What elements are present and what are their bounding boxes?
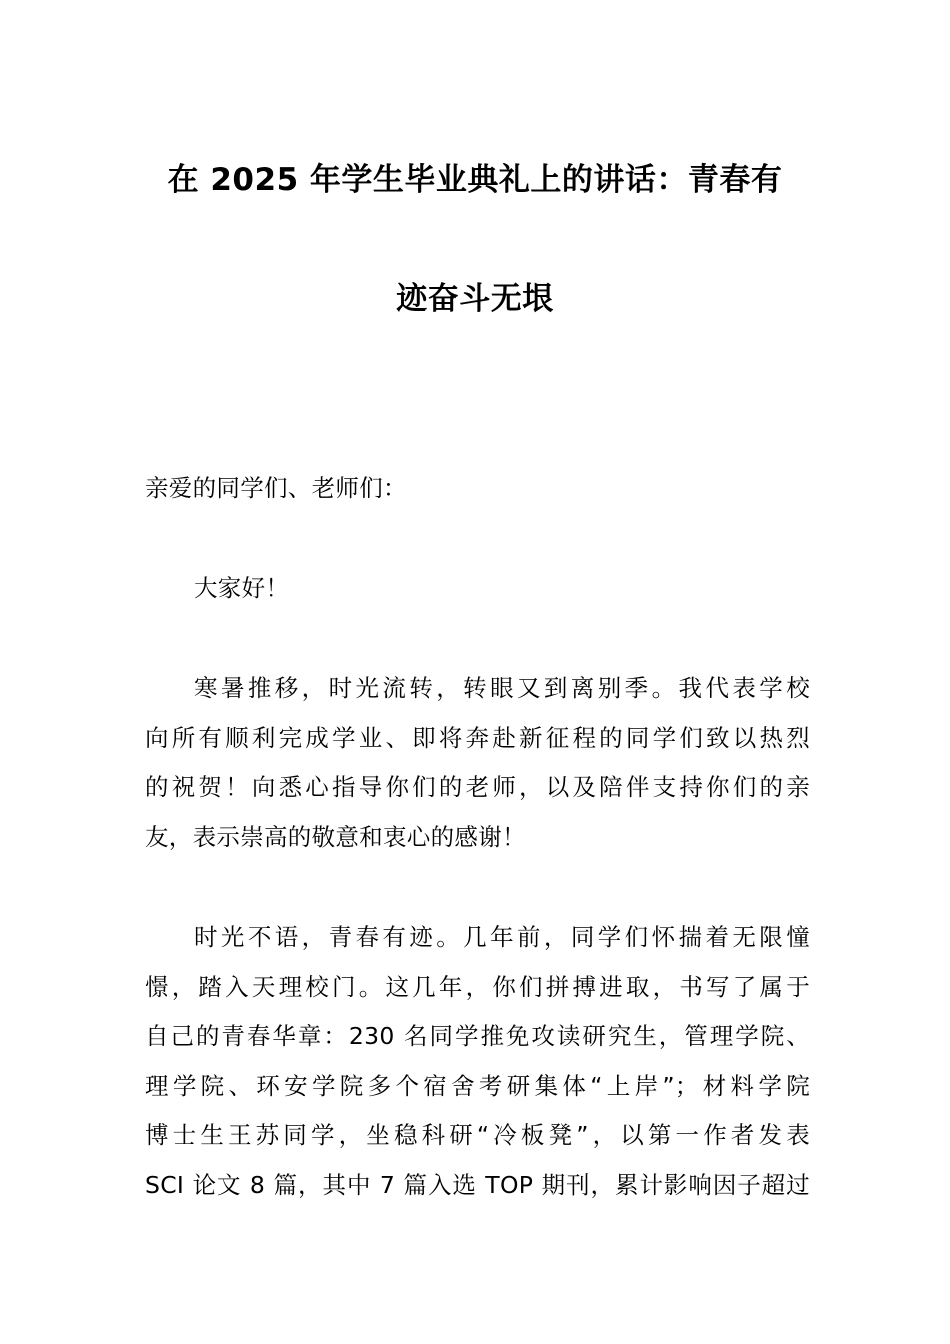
- greeting-hello-text: 大家好！: [194, 574, 290, 602]
- paragraph-2-line: 憬，踏入天理校门。这几年，你们拼搏进取，书写了属于: [145, 972, 810, 1001]
- paragraph-1-line: 的祝贺！向悉心指导你们的老师，以及陪伴支持你们的亲: [145, 773, 810, 801]
- salutation: [145, 464, 810, 514]
- salutation-text: 亲爱的同学们、老师们：: [145, 474, 407, 502]
- paragraph-1-line: 寒暑推移，时光流转，转眼又到离别季。我代表学校: [194, 674, 810, 702]
- paragraph-1-line: 向所有顺利完成学业、即将奔赴新征程的同学们致以热烈: [145, 723, 810, 752]
- paragraph-2: [145, 913, 810, 1210]
- paragraph-2-line: SCI 论文 8 篇，其中 7 篇入选 TOP 期刊，累计影响因子超过: [145, 1170, 810, 1199]
- paragraph-2-line: 博士生王苏同学，坐稳科研“冷板凳”，以第一作者发表: [145, 1121, 810, 1149]
- paragraph-1-line: 友，表示崇高的敬意和衷心的感谢！: [145, 822, 526, 851]
- paragraph-1: [145, 664, 810, 862]
- greeting-hello: [145, 564, 859, 614]
- document-title-line-2: 迹奋斗无垠: [396, 281, 554, 317]
- paragraph-2-line: 理学院、环安学院多个宿舍考研集体“上岸”；材料学院: [145, 1071, 810, 1100]
- paragraph-2-line: 时光不语，青春有迹。几年前，同学们怀揣着无限憧: [194, 923, 810, 951]
- document-title-line-1: 在 2025 年学生毕业典礼上的讲话：青春有: [167, 162, 783, 198]
- paragraph-2-line: 自己的青春华章：230 名同学推免攻读研究生，管理学院、: [145, 1022, 810, 1050]
